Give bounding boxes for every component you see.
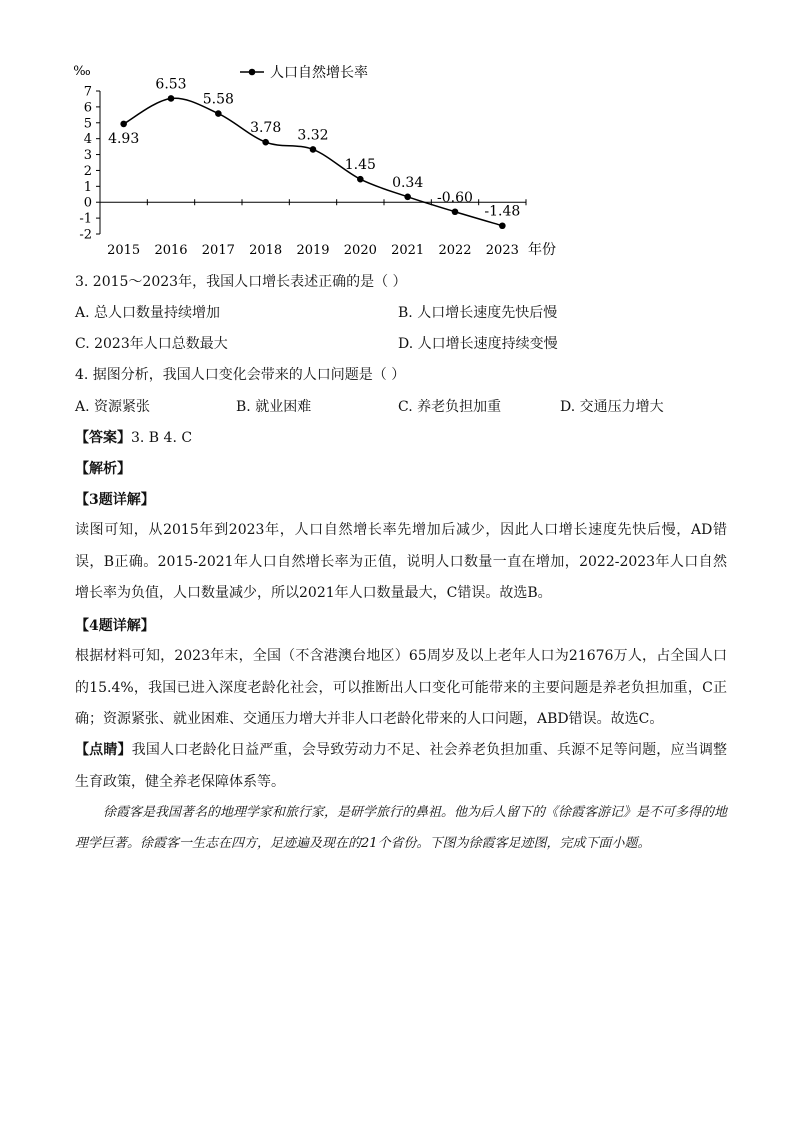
data-point xyxy=(262,139,269,146)
question-4-option-d: D. 交通压力增大 xyxy=(560,399,664,415)
question-4-option-a: A. 资源紧张 xyxy=(75,399,151,415)
data-point xyxy=(357,176,364,183)
x-tick-label: 2023 xyxy=(485,243,519,258)
question-4-option-b: B. 就业困难 xyxy=(236,399,312,415)
question-3-option-d: D. 人口增长速度持续变慢 xyxy=(398,336,558,352)
data-label: 6.53 xyxy=(155,76,187,93)
x-tick-label: 2017 xyxy=(201,243,235,258)
data-label: 4.93 xyxy=(108,130,140,147)
legend-marker xyxy=(249,69,256,76)
answer-tag: 【答案】 xyxy=(75,430,131,446)
question-3-option-b: B. 人口增长速度先快后慢 xyxy=(398,305,558,321)
x-tick-label: 2015 xyxy=(107,243,141,258)
y-tick-label: 1 xyxy=(83,179,92,195)
detail-3-text: 读图可知，从2015年到2023年，人口自然增长率先增加后减少，因此人口增长速度先快后慢，AD错误，B正确。2015-2021年人口自然增长率为正值，说明人口数量一直在增加，2022-2023年人口自然增长率为负值，人口数量减少，所以2021年人口数量最大，C错误。故选B。 xyxy=(75,522,727,601)
data-label: -1.48 xyxy=(484,203,521,220)
y-tick-label: 3 xyxy=(83,148,92,164)
x-axis-label: 年份 xyxy=(528,242,556,258)
data-point xyxy=(404,194,411,201)
x-tick-label: 2019 xyxy=(296,243,330,258)
x-tick-label: 2020 xyxy=(343,243,377,258)
x-tick-label: 2021 xyxy=(391,243,425,258)
y-tick-label: 4 xyxy=(83,132,92,148)
y-tick-label: 5 xyxy=(83,116,92,132)
data-point xyxy=(168,95,175,102)
detail-4-tag: 【4题详解】 xyxy=(75,618,155,634)
y-tick-label: 7 xyxy=(83,84,92,100)
y-tick-label: 2 xyxy=(83,163,92,179)
question-3-option-a: A. 总人口数量持续增加 xyxy=(75,305,221,321)
data-label: 3.32 xyxy=(297,127,329,144)
x-tick-label: 2016 xyxy=(154,243,188,258)
series-line xyxy=(124,98,503,225)
comment-tag: 【点睛】 xyxy=(75,742,132,758)
y-tick-label: -1 xyxy=(79,211,92,227)
question-3-option-c: C. 2023年人口总数最大 xyxy=(75,336,228,352)
data-point xyxy=(499,222,506,229)
data-label: 3.78 xyxy=(250,120,282,137)
x-tick-label: 2022 xyxy=(438,243,472,258)
data-label: -0.60 xyxy=(437,189,473,206)
question-4-stem: 4. 据图分析，我国人口变化会带来的人口问题是（ ） xyxy=(75,367,406,383)
question-3-stem: 3. 2015～2023年，我国人口增长表述正确的是（ ） xyxy=(75,274,407,290)
detail-3-tag: 【3题详解】 xyxy=(75,492,155,508)
data-label: 1.45 xyxy=(344,157,376,174)
question-4-option-c: C. 养老负担加重 xyxy=(398,399,502,415)
population-growth-chart xyxy=(60,55,580,265)
analysis-tag: 【解析】 xyxy=(75,461,131,477)
comment-block xyxy=(75,735,727,798)
data-point xyxy=(215,110,222,117)
data-label: 0.34 xyxy=(392,174,424,191)
y-tick-label: 6 xyxy=(83,100,92,116)
data-point xyxy=(310,146,317,153)
answer-line xyxy=(75,428,192,448)
data-point xyxy=(120,121,127,128)
comment-text: 我国人口老龄化日益严重，会导致劳动力不足、社会养老负担加重、兵源不足等问题，应当调整生育政策，健全养老保障体系等。 xyxy=(75,742,728,790)
x-tick-label: 2018 xyxy=(249,243,283,258)
data-label: 5.58 xyxy=(202,91,234,108)
y-tick-label: -2 xyxy=(79,227,92,243)
y-tick-label: 0 xyxy=(83,195,92,211)
legend-label: 人口自然增长率 xyxy=(270,65,368,81)
answer-text: 3. B 4. C xyxy=(131,430,193,446)
intro-paragraph: 徐霞客是我国著名的地理学家和旅行家，是研学旅行的鼻祖。他为后人留下的《徐霞客游记》是不可多得的地理学巨著。徐霞客一生志在四方，足迹遍及现在的21个省份。下图为徐霞客足迹图，完成下面小题。 xyxy=(75,805,728,851)
detail-4-text: 根据材料可知，2023年末，全国（不含港澳台地区）65周岁及以上老年人口为21676万人，占全国人口的15.4%，我国已进入深度老龄化社会，可以推断出人口变化可能带来的主要问题是养老负担加重，C正确；资源紧张、就业困难、交通压力增大并非人口老龄化带来的人口问题，ABD错误。故选C。 xyxy=(75,648,727,727)
y-axis-unit: ‰ xyxy=(73,64,91,79)
data-point xyxy=(452,208,459,215)
